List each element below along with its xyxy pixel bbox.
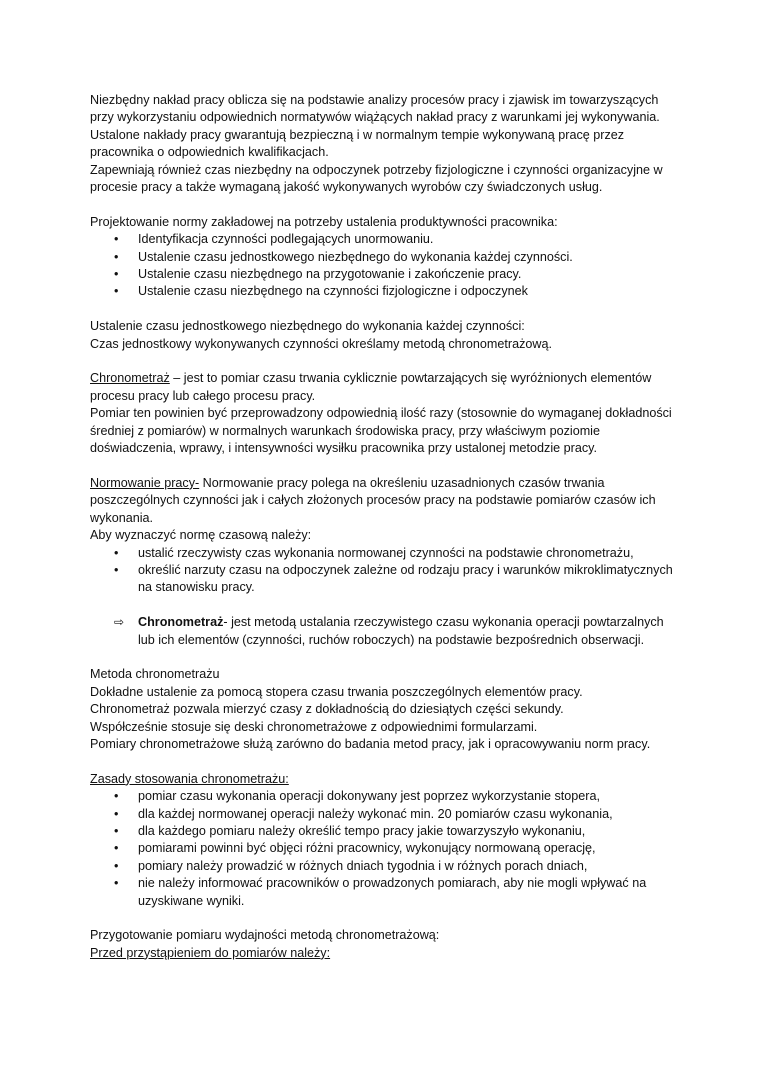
chronometraz-def-text: – jest to pomiar czasu trwania cyklicznie powtarzających się wyróżnionych elementów procesu pracy lub całego procesu pracy. bbox=[90, 371, 652, 403]
list-item: • dla każdej normowanej operacji należy wykonać min. 20 pomiarów czasu wykonania, bbox=[90, 806, 680, 823]
przygotowanie-line-1: Przygotowanie pomiaru wydajności metodą chronometrażową: bbox=[90, 928, 440, 943]
document-page bbox=[90, 92, 680, 962]
normowanie-term: Normowanie pracy- bbox=[90, 475, 200, 490]
chronometraz-definition bbox=[90, 370, 680, 405]
intro-paragraph-3: Zapewniają również czas niezbędny na odpoczynek potrzeby fizjologiczne i czynności organizacyjne w procesie pracy a także wymaganą jakość wykonywanych wyrobów czy świadczonych usług. bbox=[90, 162, 663, 195]
list-item: • pomiarami powinni być objęci różni pracownicy, wykonujący normowaną operację, bbox=[90, 840, 680, 857]
intro-paragraph-2: Ustalone nakłady pracy gwarantują bezpieczną i w normalnym tempie wykonywaną pracę przez pracownika o odpowiednich kwalifikacjach. bbox=[90, 127, 625, 160]
metoda-line: Chronometraż pozwala mierzyć czasy z dokładnością do dziesiątych części sekundy. bbox=[90, 702, 564, 717]
normowanie-def-text: Normowanie pracy polega na określeniu uzasadnionych czasów trwania poszczególnych czynności jak i całych złożonych procesów pracy na podstawie pomiarów czasów ich wykonania. bbox=[90, 475, 656, 525]
zasady-list bbox=[90, 788, 680, 910]
normowanie-list bbox=[90, 545, 680, 597]
arrow-right-outline-icon: ⇨ bbox=[114, 615, 125, 630]
list-item: • Ustalenie czasu niezbędnego na czynności fizjologiczne i odpoczynek bbox=[90, 283, 680, 300]
list-item: • Ustalenie czasu niezbędnego na przygotowanie i zakończenie pracy. bbox=[90, 266, 680, 283]
metoda-line: Dokładne ustalenie za pomocą stopera czasu trwania poszczególnych elementów pracy. bbox=[90, 684, 583, 699]
list-item: • dla każdego pomiaru należy określić tempo pracy jakie towarzyszyło wykonaniu, bbox=[90, 823, 680, 840]
chronometraz-term: Chronometraż bbox=[90, 371, 170, 386]
arrow-term: Chronometraż bbox=[138, 615, 224, 630]
normowanie-lead: Aby wyznaczyć normę czasową należy: bbox=[90, 528, 312, 543]
list-item: • nie należy informować pracowników o prowadzonych pomiarach, aby nie mogli wpływać na uzyskiwane wyniki. bbox=[90, 875, 680, 910]
metoda-line: Pomiary chronometrażowe służą zarówno do badania metod pracy, jak i opracowywaniu norm pracy. bbox=[90, 736, 651, 751]
chronometraz-arrow-note bbox=[90, 614, 680, 649]
metoda-line: Współcześnie stosuje się deski chronometrażowe z odpowiednimi formularzami. bbox=[90, 719, 538, 734]
intro-paragraph-1: Niezbędny nakład pracy oblicza się na podstawie analizy procesów pracy i zjawisk im towarzyszących przy wykorzystaniu odpowiednich normatywów wiążących nakład pracy z warunkami jej wykonywania. bbox=[90, 93, 660, 125]
list-item: • pomiar czasu wykonania operacji dokonywany jest poprzez wykorzystanie stopera, bbox=[90, 788, 680, 805]
list-item: • Ustalenie czasu jednostkowego niezbędnego do wykonania każdej czynności. bbox=[90, 249, 680, 266]
ustalenie-line-2: Czas jednostkowy wykonywanych czynności określamy metodą chronometrażową. bbox=[90, 336, 552, 351]
przygotowanie-line-2: Przed przystąpieniem do pomiarów należy: bbox=[90, 945, 331, 960]
list-item: • określić narzuty czasu na odpoczynek zależne od rodzaju pracy i warunków mikroklimatycznych na stanowisku pracy. bbox=[90, 562, 680, 597]
list-item: • Identyfikacja czynności podlegających unormowaniu. bbox=[90, 231, 680, 248]
ustalenie-line-1: Ustalenie czasu jednostkowego niezbędnego do wykonania każdej czynności: bbox=[90, 319, 525, 334]
projektowanie-list bbox=[90, 231, 680, 301]
normowanie-definition bbox=[90, 475, 680, 527]
metoda-heading: Metoda chronometrażu bbox=[90, 667, 220, 682]
projektowanie-heading: Projektowanie normy zakładowej na potrzeby ustalenia produktywności pracownika: bbox=[90, 214, 558, 229]
list-item: • ustalić rzeczywisty czas wykonania normowanej czynności na podstawie chronometrażu, bbox=[90, 545, 680, 562]
arrow-text: - jest metodą ustalania rzeczywistego czasu wykonania operacji powtarzalnych lub ich elementów (czynności, ruchów roboczych) na podstawie bezpośrednich obserwacji. bbox=[138, 615, 664, 647]
chronometraz-extra: Pomiar ten powinien być przeprowadzony odpowiednią ilość razy (stosownie do wymaganej dokładności średniej z pomiarów) w normalnych warunkach środowiska pracy, przy właściwym poziomie doświadczenia, wprawy, i intensywności wysiłku pracownika przy ustalonej metodzie pracy. bbox=[90, 406, 672, 456]
zasady-heading: Zasady stosowania chronometrażu: bbox=[90, 771, 289, 786]
list-item: • pomiary należy prowadzić w różnych dniach tygodnia i w różnych porach dniach, bbox=[90, 858, 680, 875]
